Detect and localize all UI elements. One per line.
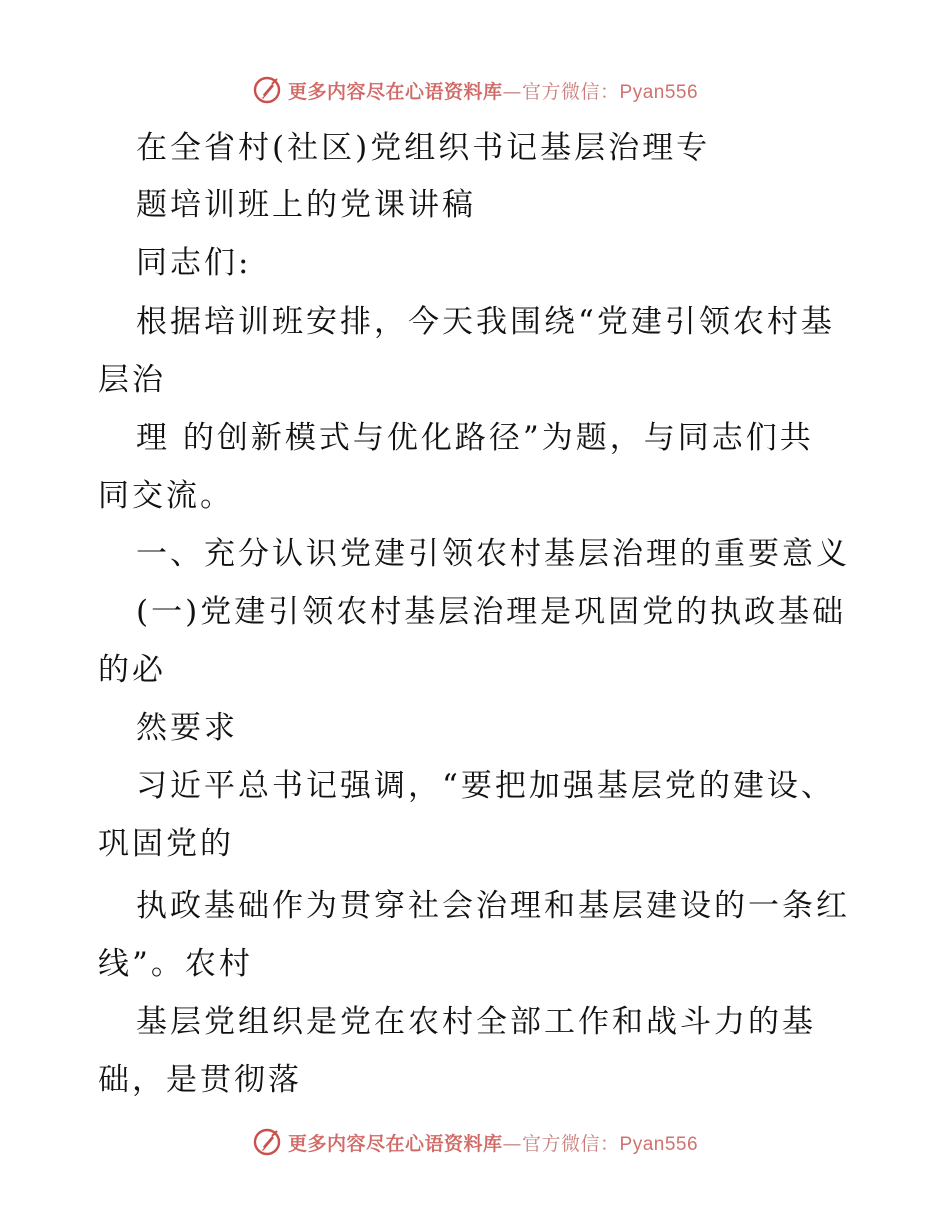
title-line-2: 题培训班上的党课讲稿 <box>136 187 476 223</box>
watermark-dash: — <box>502 80 522 103</box>
watermark-wechat-id: Pyan556 <box>619 81 699 103</box>
paragraph-line: 础，是贯彻落 <box>98 1062 302 1098</box>
watermark-wechat-id: Pyan556 <box>619 1133 699 1155</box>
watermark-separator: ： <box>600 80 620 103</box>
watermark-site-text: 更多内容尽在心语资料库 <box>287 1132 503 1155</box>
paragraph-line: 层治 <box>98 362 166 398</box>
title-line-1: 在全省村(社区)党组织书记基层治理专 <box>136 130 711 166</box>
quill-logo-icon <box>252 1127 282 1157</box>
section-heading: 一、充分认识党建引领农村基层治理的重要意义 <box>136 536 850 572</box>
paragraph-line: 执政基础作为贯穿社会治理和基层建设的一条红 <box>136 888 850 924</box>
paragraph-line: 根据培训班安排，今天我围绕“党建引领农村基 <box>136 304 835 340</box>
paragraph-line: 理 的创新模式与优化路径”为题，与同志们共 <box>136 420 814 456</box>
watermark-official-text: 官方微信 <box>521 1132 600 1155</box>
footer-watermark <box>0 1125 950 1159</box>
paragraph-line: 基层党组织是党在农村全部工作和战斗力的基 <box>136 1004 816 1040</box>
paragraph-line: 巩固党的 <box>98 826 234 862</box>
quill-logo-icon <box>252 75 282 105</box>
header-watermark <box>0 73 950 107</box>
paragraph-line: 线”。农村 <box>98 946 253 982</box>
watermark-official-text: 官方微信 <box>521 80 600 103</box>
watermark-dash: — <box>502 1132 522 1155</box>
subsection-heading-cont: 然要求 <box>136 710 238 746</box>
subsection-heading-cont: 的必 <box>98 652 166 688</box>
watermark-site-text: 更多内容尽在心语资料库 <box>287 80 503 103</box>
paragraph-line: 习近平总书记强调，“要把加强基层党的建设、 <box>136 768 835 804</box>
salutation: 同志们: <box>136 245 252 281</box>
subsection-heading: (一)党建引领农村基层治理是巩固党的执政基础 <box>136 594 847 630</box>
paragraph-line: 同交流。 <box>98 478 234 514</box>
watermark-separator: ： <box>600 1132 620 1155</box>
